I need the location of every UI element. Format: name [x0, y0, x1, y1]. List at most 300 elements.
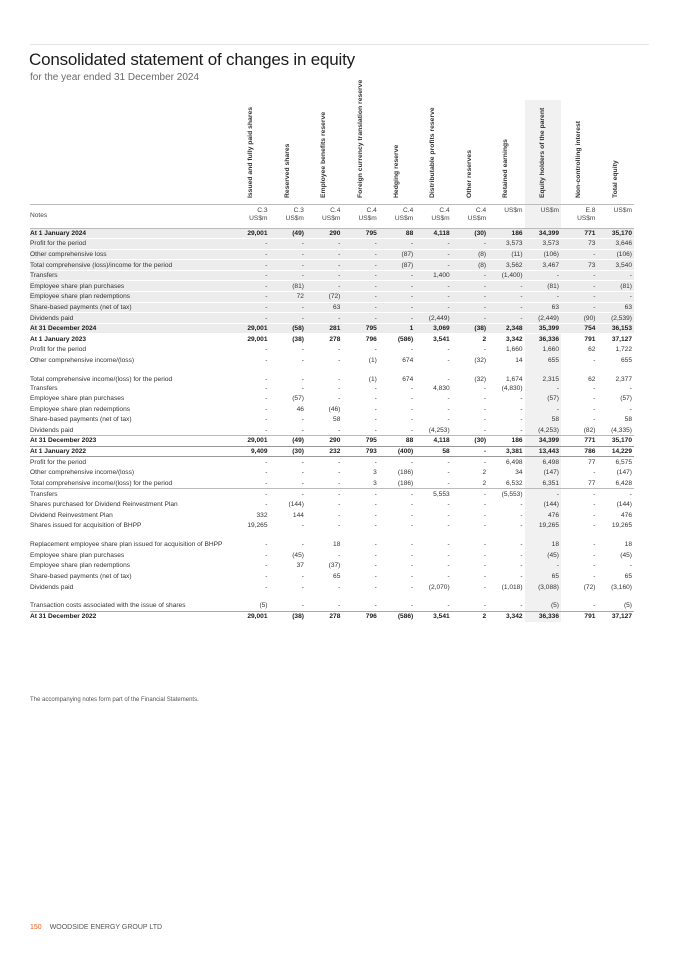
value-cell: (49) [270, 228, 306, 239]
value-cell: (1) [368, 356, 377, 364]
value-cell: 476 [620, 511, 632, 519]
value-cell: - [520, 573, 523, 581]
value-cell: - [233, 292, 269, 303]
value-cell: - [447, 541, 450, 549]
value-cell: - [374, 384, 377, 392]
value-cell: - [342, 292, 378, 303]
value-cell: 3,646 [597, 239, 634, 250]
table-row [30, 611, 634, 622]
table-row [30, 393, 634, 404]
value-cell: - [411, 573, 414, 581]
value-cell: 2 [452, 334, 488, 345]
value-cell: - [447, 522, 450, 530]
value-cell: - [270, 270, 306, 281]
value-cell: - [270, 478, 306, 489]
value-cell: - [593, 416, 596, 424]
value-cell: - [520, 395, 523, 403]
value-cell: - [233, 313, 269, 324]
value-cell: - [374, 583, 377, 591]
page-title: Consolidated statement of changes in equity [29, 50, 355, 69]
value-cell: 4,118 [415, 228, 451, 239]
value-cell: 14 [515, 356, 523, 364]
value-cell: - [265, 541, 268, 549]
table-row [30, 383, 634, 394]
value-cell: - [374, 395, 377, 403]
value-cell: - [411, 551, 414, 559]
value-cell: (38) [270, 334, 306, 345]
value-cell: 18 [525, 531, 561, 550]
value-cell: 232 [306, 446, 342, 457]
col-header: Distributable profits reserve [415, 100, 451, 204]
value-cell: - [520, 562, 523, 570]
value-cell: 754 [561, 323, 597, 334]
value-cell: - [488, 425, 524, 436]
value-cell: - [561, 292, 597, 303]
value-cell: - [342, 281, 378, 292]
value-cell: 2,348 [488, 323, 524, 334]
row-label: Profit for the period [30, 239, 233, 250]
col-header: Non-controlling interest [561, 100, 597, 204]
value-cell: 1,400 [415, 270, 451, 281]
value-cell: (144) [616, 501, 632, 509]
value-cell: 46 [296, 405, 304, 413]
row-label: At 31 December 2022 [30, 611, 233, 622]
value-cell: (586) [379, 334, 415, 345]
value-cell: 37,127 [597, 334, 634, 345]
value-cell: - [488, 281, 524, 292]
value-cell: - [483, 458, 487, 466]
value-cell: (147) [525, 467, 561, 478]
value-cell: (87) [379, 260, 415, 271]
value-cell: - [265, 469, 268, 477]
col-header: Hedging reserve [379, 100, 415, 204]
value-cell: - [379, 302, 415, 313]
value-cell: 3,069 [415, 323, 451, 334]
row-label: Transfers [30, 490, 58, 498]
value-cell: (45) [292, 551, 304, 559]
value-cell: - [411, 601, 414, 609]
value-cell: - [374, 562, 377, 570]
value-cell: - [411, 583, 414, 591]
row-label: Employee share plan redemptions [30, 405, 131, 413]
value-cell: (57) [292, 395, 304, 403]
note-ref: C.3 [293, 206, 304, 214]
value-cell: 37 [296, 562, 304, 570]
value-cell: (8) [452, 249, 488, 260]
column-header-row [30, 100, 634, 204]
row-label: Transfers [30, 270, 233, 281]
notes-cell [488, 204, 524, 228]
value-cell: - [338, 490, 341, 498]
row-label: Share-based payments (net of tax) [30, 573, 132, 581]
value-cell: 3,541 [415, 611, 451, 622]
value-cell: - [265, 583, 268, 591]
table-row [30, 313, 634, 324]
unit-label: US$m [431, 214, 450, 222]
col-header: Reserved shares [270, 100, 306, 204]
value-cell: (2,449) [415, 313, 451, 324]
value-cell: (32) [474, 375, 487, 383]
row-label: Total comprehensive income/(loss) for the period [30, 375, 173, 383]
value-cell: - [265, 490, 268, 498]
value-cell: - [447, 346, 450, 354]
value-cell: - [306, 281, 342, 292]
value-cell: - [593, 541, 596, 549]
value-cell: - [452, 425, 488, 436]
notes-cell [452, 204, 488, 228]
value-cell: - [411, 416, 414, 424]
value-cell: 3,467 [525, 260, 561, 271]
value-cell: - [447, 511, 450, 519]
value-cell: (37) [328, 562, 341, 570]
value-cell: - [483, 601, 487, 609]
value-cell: 186 [488, 228, 524, 239]
row-label: Shares issued for acquisition of BHPP [30, 522, 142, 530]
notes-cell [597, 204, 634, 228]
value-cell: - [301, 375, 304, 383]
note-ref: E.8 [585, 206, 596, 214]
value-cell: (4,253) [415, 425, 451, 436]
value-cell: 476 [525, 510, 561, 521]
value-cell: (186) [397, 469, 414, 477]
table-row [30, 281, 634, 292]
value-cell: (11) [488, 249, 524, 260]
value-cell: 3 [342, 478, 378, 489]
value-cell: - [593, 522, 596, 530]
value-cell: - [415, 281, 451, 292]
value-cell: - [265, 405, 268, 413]
unit-label: US$m [540, 206, 559, 214]
table-row [30, 478, 634, 489]
value-cell: (81) [597, 281, 634, 292]
unit-label: US$m [467, 214, 487, 222]
value-cell: 19,265 [247, 522, 268, 530]
table-row [30, 302, 634, 313]
value-cell: - [379, 270, 415, 281]
value-cell: 3,541 [415, 334, 451, 345]
value-cell: 674 [402, 356, 414, 364]
value-cell: - [301, 522, 304, 530]
value-cell: - [265, 501, 268, 509]
value-cell: - [447, 601, 450, 609]
value-cell: (5) [525, 592, 561, 611]
value-cell: - [301, 573, 304, 581]
value-cell: - [306, 249, 342, 260]
table-row [30, 249, 634, 260]
value-cell: 186 [488, 436, 524, 447]
value-cell: - [415, 260, 451, 271]
value-cell: 3,342 [488, 334, 524, 345]
value-cell: - [525, 489, 561, 500]
value-cell: - [483, 573, 487, 581]
value-cell: 62 [588, 375, 596, 383]
company-name: WOODSIDE ENERGY GROUP LTD [49, 924, 163, 931]
table-row [30, 228, 634, 239]
value-cell: 655 [620, 356, 632, 364]
value-cell: 58 [624, 416, 632, 424]
value-cell: 9,409 [233, 446, 269, 457]
value-cell: 65 [525, 571, 561, 582]
value-cell: - [488, 302, 524, 313]
header-blank [30, 100, 233, 204]
value-cell: - [452, 446, 488, 457]
value-cell: 2 [452, 611, 488, 622]
table-row [30, 499, 634, 510]
value-cell: 73 [561, 239, 597, 250]
value-cell: - [338, 346, 341, 354]
table-row [30, 592, 634, 611]
value-cell: 290 [306, 436, 342, 447]
row-label: Total comprehensive (loss)/income for the period [30, 260, 233, 271]
value-cell: - [301, 384, 304, 392]
value-cell: (586) [379, 611, 415, 622]
value-cell: 2 [452, 478, 488, 489]
notes-cell [306, 204, 342, 228]
value-cell: - [525, 270, 561, 281]
value-cell: 36,153 [597, 323, 634, 334]
value-cell: - [338, 375, 341, 383]
value-cell: - [338, 501, 341, 509]
col-header: Employee benefits reserve [306, 100, 342, 204]
value-cell: - [447, 395, 450, 403]
value-cell: 18 [624, 541, 632, 549]
value-cell: - [265, 416, 268, 424]
table-row [30, 582, 634, 593]
row-label: Dividends paid [30, 425, 233, 436]
value-cell: - [233, 302, 269, 313]
value-cell: - [415, 302, 451, 313]
value-cell: - [597, 292, 634, 303]
table-row [30, 446, 634, 457]
value-cell: - [593, 511, 596, 519]
value-cell: - [306, 260, 342, 271]
table-row [30, 260, 634, 271]
notes-row [30, 204, 634, 228]
value-cell: 34 [515, 469, 523, 477]
value-cell: - [306, 478, 342, 489]
value-cell: - [593, 551, 596, 559]
value-cell: - [629, 405, 632, 413]
table-row [30, 436, 634, 447]
value-cell: - [301, 416, 304, 424]
value-cell: - [374, 490, 377, 498]
value-cell: - [338, 601, 341, 609]
value-cell: - [374, 346, 377, 354]
value-cell: (38) [270, 611, 306, 622]
value-cell: - [593, 356, 596, 364]
table-row [30, 561, 634, 572]
unit-label: US$m [577, 214, 596, 222]
value-cell: - [447, 501, 450, 509]
col-header: Other reserves [452, 100, 488, 204]
row-label: Other comprehensive income/(loss) [30, 356, 135, 364]
value-cell: - [233, 239, 269, 250]
value-cell: (2,539) [597, 313, 634, 324]
value-cell: 791 [561, 611, 597, 622]
value-cell: 29,001 [233, 334, 269, 345]
value-cell: 29,001 [233, 436, 269, 447]
value-cell: 63 [597, 302, 634, 313]
value-cell: - [342, 249, 378, 260]
value-cell: - [265, 346, 268, 354]
value-cell: 3,573 [488, 239, 524, 250]
value-cell: - [593, 573, 596, 581]
table-row [30, 334, 634, 345]
value-cell: 34,399 [525, 436, 561, 447]
value-cell: 144 [292, 511, 304, 519]
value-cell: 14,229 [597, 446, 634, 457]
table-row [30, 355, 634, 366]
value-cell: 3,573 [525, 239, 561, 250]
value-cell: - [452, 292, 488, 303]
value-cell: (1,400) [488, 270, 524, 281]
value-cell: 3 [373, 469, 377, 477]
value-cell: (82) [561, 425, 597, 436]
notes-cell [270, 204, 306, 228]
value-cell: - [411, 490, 414, 498]
value-cell: (400) [379, 446, 415, 457]
value-cell: 6,498 [525, 457, 561, 468]
value-cell: (57) [620, 395, 632, 403]
value-cell: 1 [379, 323, 415, 334]
value-cell: - [525, 292, 561, 303]
row-label: Share-based payments (net of tax) [30, 302, 233, 313]
value-cell: - [301, 356, 304, 364]
value-cell: 58 [415, 446, 451, 457]
unit-label: US$m [504, 206, 523, 214]
value-cell: (30) [452, 228, 488, 239]
value-cell: - [342, 425, 378, 436]
table-row [30, 404, 634, 415]
value-cell: 771 [561, 228, 597, 239]
value-cell: - [520, 601, 523, 609]
value-cell: (81) [270, 281, 306, 292]
notes-cell [233, 204, 269, 228]
value-cell: - [374, 522, 377, 530]
value-cell: 281 [306, 323, 342, 334]
value-cell: 6,532 [488, 478, 524, 489]
value-cell: - [374, 416, 377, 424]
notes-cell [561, 204, 597, 228]
value-cell: (4,335) [597, 425, 634, 436]
value-cell: - [597, 270, 634, 281]
value-cell: - [265, 573, 268, 581]
value-cell: - [447, 469, 450, 477]
page-number: 150 [30, 924, 42, 931]
value-cell: - [411, 405, 414, 413]
page-subtitle: for the year ended 31 December 2024 [30, 72, 199, 83]
value-cell: - [447, 375, 450, 383]
value-cell: 796 [342, 334, 378, 345]
value-cell: - [338, 356, 341, 364]
value-cell: - [411, 346, 414, 354]
value-cell: 18 [333, 541, 341, 549]
value-cell: 65 [333, 573, 341, 581]
value-cell: - [301, 346, 304, 354]
value-cell: - [270, 313, 306, 324]
value-cell: - [411, 562, 414, 570]
value-cell: - [483, 541, 487, 549]
value-cell: - [483, 522, 487, 530]
value-cell: 77 [588, 458, 596, 466]
value-cell: - [374, 573, 377, 581]
value-cell: - [306, 425, 342, 436]
value-cell: (30) [270, 446, 306, 457]
value-cell: - [483, 501, 487, 509]
value-cell: (3,160) [611, 583, 632, 591]
value-cell: - [301, 583, 304, 591]
value-cell: (2,449) [525, 313, 561, 324]
value-cell: (186) [379, 478, 415, 489]
value-cell: (3,088) [525, 582, 561, 593]
value-cell: - [306, 239, 342, 250]
value-cell: - [379, 239, 415, 250]
row-label: Dividends paid [30, 583, 74, 591]
value-cell: - [374, 405, 377, 413]
value-cell: - [593, 490, 596, 498]
row-label: Employee share plan purchases [30, 281, 233, 292]
value-cell: - [525, 561, 561, 572]
note-ref: C.4 [330, 206, 341, 214]
value-cell: - [233, 281, 269, 292]
notes-cell [342, 204, 378, 228]
value-cell: 29,001 [233, 323, 269, 334]
value-cell: - [447, 458, 450, 466]
value-cell: 655 [525, 355, 561, 366]
value-cell: - [483, 551, 487, 559]
value-cell: (38) [452, 323, 488, 334]
value-cell: - [374, 601, 377, 609]
value-cell: (106) [597, 249, 634, 260]
value-cell: 795 [342, 228, 378, 239]
value-cell: 795 [342, 323, 378, 334]
value-cell: 19,265 [611, 522, 632, 530]
col-header: Foreign currency translation reserve [342, 100, 378, 204]
value-cell: 2,315 [525, 366, 561, 383]
table-row [30, 550, 634, 561]
value-cell: - [270, 260, 306, 271]
value-cell: - [338, 551, 341, 559]
row-label: At 1 January 2023 [30, 334, 233, 345]
value-cell: - [411, 395, 414, 403]
value-cell: 13,443 [525, 446, 561, 457]
value-cell: 29,001 [233, 228, 269, 239]
value-cell: 6,351 [525, 478, 561, 489]
unit-label: US$m [322, 214, 341, 222]
value-cell: 793 [342, 446, 378, 457]
value-cell: 791 [561, 334, 597, 345]
value-cell: 62 [588, 346, 596, 354]
value-cell: (45) [525, 550, 561, 561]
table-row [30, 415, 634, 426]
value-cell: - [447, 356, 450, 364]
value-cell: (87) [379, 249, 415, 260]
value-cell: - [483, 416, 487, 424]
value-cell: - [520, 551, 523, 559]
row-label: Profit for the period [30, 346, 87, 354]
value-cell: - [488, 292, 524, 303]
value-cell: - [520, 522, 523, 530]
equity-table [30, 79, 634, 622]
value-cell: - [342, 302, 378, 313]
value-cell: 2,377 [615, 375, 632, 383]
value-cell: (1) [368, 375, 377, 383]
value-cell: - [452, 270, 488, 281]
value-cell: 35,170 [597, 436, 634, 447]
value-cell: 6,575 [615, 458, 632, 466]
value-cell: 35,399 [525, 323, 561, 334]
value-cell: - [270, 249, 306, 260]
